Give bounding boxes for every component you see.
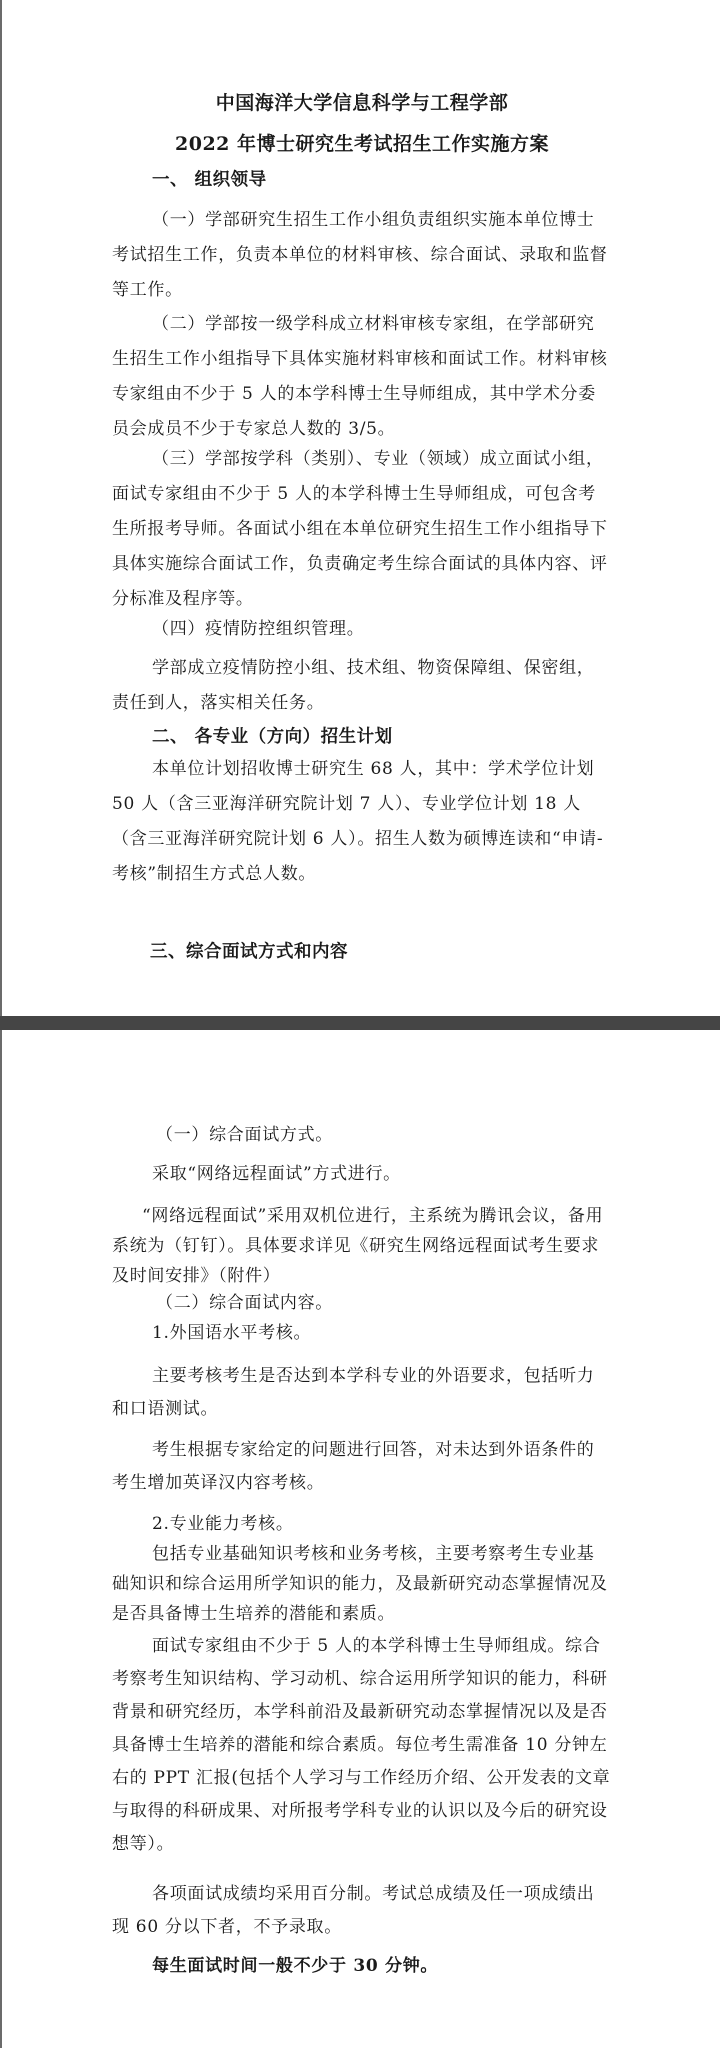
paragraph-language-questions: 考生根据专家给定的问题进行回答，对未达到外语条件的考生增加英译汉内容考核。 [112, 1440, 595, 1493]
section2-paragraph-1: 本单位计划招收博士研究生 68 人，其中：学术学位计划 50 人（含三亚海洋研究院计划 7 人）、专业学位计划 18 人（含三亚海洋研究院计划 6 人）。招生人数为硕博连读和“申请-考核”制招生方式总人数。 [112, 759, 604, 884]
item-professional-ability: 2.专业能力考核。 [152, 1514, 294, 1534]
page-separator [0, 1016, 720, 1030]
document-page-1 [0, 0, 720, 1016]
section1-paragraph-1: （一）学部研究生招生工作小组负责组织实施本单位博士考试招生工作，负责本单位的材料审核、综合面试、录取和监督等工作。 [112, 210, 608, 300]
paragraph-interview-duration: 每生面试时间一般不少于 30 分钟。 [152, 1956, 439, 1976]
paragraph-remote-interview: 采取“网络远程面试”方式进行。 [152, 1164, 401, 1184]
subheading-interview-method: （一）综合面试方式。 [156, 1125, 333, 1145]
subheading-interview-content: （二）综合面试内容。 [156, 1293, 333, 1313]
title-line-1: 中国海洋大学信息科学与工程学部 [215, 92, 509, 114]
section1-paragraph-4: （四）疫情防控组织管理。 [152, 619, 365, 639]
paragraph-scoring: 各项面试成绩均采用百分制。考试总成绩及任一项成绩出现 60 分以下者，不予录取。 [112, 1884, 595, 1937]
section1-paragraph-5: 学部成立疫情防控小组、技术组、物资保障组、保密组，责任到人，落实相关任务。 [112, 658, 595, 713]
section1-paragraph-3: （三）学部按学科（类别）、专业（领域）成立面试小组，面试专家组由不少于 5 人的本学科博士生导师组成，可包含考生所报考导师。各面试小组在本单位研究生招生工作小组指导下具体实施综合面试工作，负责确定考生综合面试的具体内容、评分标准及程序等。 [112, 449, 608, 609]
paragraph-professional-assessment: 包括专业基础知识考核和业务考核，主要考察考生专业基础知识和综合运用所学知识的能力，及最新研究动态掌握情况及是否具备博士生培养的潜能和素质。 [112, 1544, 608, 1624]
paragraph-dual-camera: “网络远程面试”采用双机位进行，主系统为腾讯会议，备用系统为（钉钉）。具体要求详见《研究生网络远程面试考生要求及时间安排》（附件） [112, 1206, 604, 1286]
item-foreign-language: 1.外国语水平考核。 [152, 1323, 312, 1343]
section1-paragraph-2: （二）学部按一级学科成立材料审核专家组，在学部研究生招生工作小组指导下具体实施材料审核和面试工作。材料审核专家组由不少于 5 人的本学科博士生导师组成，其中学术分委员会成员不少于专家总人数的 3/5。 [112, 314, 608, 439]
paragraph-expert-panel: 面试专家组由不少于 5 人的本学科博士生导师组成。综合考察考生知识结构、学习动机、综合运用所学知识的能力，科研背景和研究经历，本学科前沿及最新研究动态掌握情况以及是否具备博士生培养的潜能和综合素质。每位考生需准备 10 分钟左右的 PPT 汇报(包括个人学习与工作经历介绍、公开发表的文章与取得的科研成果、对所报考学科专业的认识以及今后的研究设想等）。 [112, 1636, 611, 1854]
section2-heading: 二、 各专业（方向）招生计划 [152, 727, 393, 747]
paragraph-language-requirement: 主要考核考生是否达到本学科专业的外语要求，包括听力和口语测试。 [112, 1366, 595, 1419]
document-page-2 [0, 1030, 720, 2048]
section1-heading: 一、 组织领导 [152, 170, 267, 190]
section3-heading: 三、综合面试方式和内容 [150, 942, 348, 962]
title-line-2: 2022 年博士研究生考试招生工作实施方案 [175, 133, 549, 155]
